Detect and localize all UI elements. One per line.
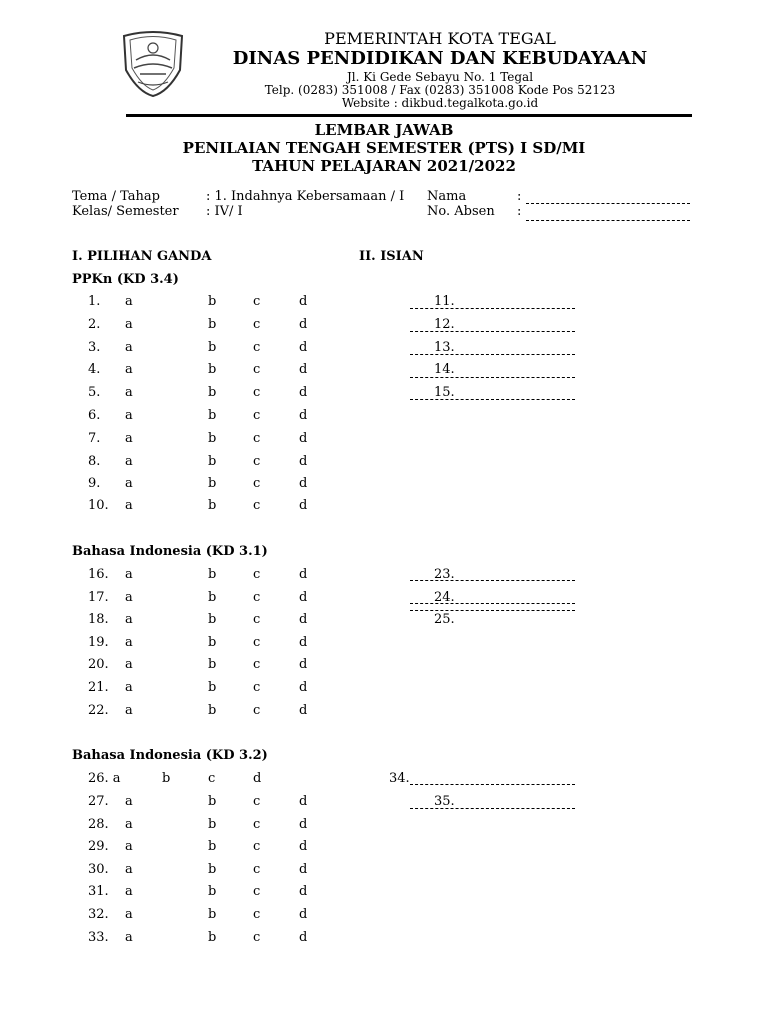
option-a[interactable]: a — [125, 930, 133, 945]
option-b[interactable]: b — [208, 794, 217, 809]
government-name: PEMERINTAH KOTA TEGAL — [324, 29, 556, 48]
option-a[interactable]: a — [125, 817, 133, 832]
option-c[interactable]: c — [253, 476, 261, 491]
option-b[interactable]: b — [208, 498, 217, 513]
option-b[interactable]: b — [208, 454, 217, 469]
option-c[interactable]: c — [253, 657, 261, 672]
option-d[interactable]: d — [299, 317, 308, 332]
option-b[interactable]: b — [208, 657, 217, 672]
option-b[interactable]: b — [208, 817, 217, 832]
option-b[interactable]: b — [208, 590, 217, 605]
option-c[interactable]: c — [253, 839, 261, 854]
option-a[interactable]: a — [125, 862, 133, 877]
option-d[interactable]: d — [299, 431, 308, 446]
option-a[interactable]: a — [125, 794, 133, 809]
nama-colon: : — [517, 189, 522, 204]
option-c[interactable]: c — [253, 794, 261, 809]
option-d[interactable]: d — [253, 771, 262, 786]
isian-answer-line[interactable] — [410, 377, 575, 378]
option-d[interactable]: d — [299, 476, 308, 491]
option-b[interactable]: b — [208, 839, 217, 854]
option-b[interactable]: b — [208, 930, 217, 945]
option-c[interactable]: c — [253, 362, 261, 377]
question-number: 20. — [88, 657, 109, 672]
option-d[interactable]: d — [299, 794, 308, 809]
option-b[interactable]: b — [208, 362, 217, 377]
isian-number: 14. — [434, 362, 455, 377]
isian-heading: II. ISIAN — [359, 249, 424, 264]
isian-number: 12. — [434, 317, 455, 332]
option-c[interactable]: c — [253, 884, 261, 899]
option-b[interactable]: b — [162, 771, 171, 786]
option-a[interactable]: a — [125, 567, 133, 582]
option-c[interactable]: c — [253, 567, 261, 582]
option-d[interactable]: d — [299, 884, 308, 899]
tema-label: Tema / Tahap — [72, 189, 160, 204]
option-d[interactable]: d — [299, 680, 308, 695]
question-number: 3. — [88, 340, 101, 355]
option-c[interactable]: c — [253, 817, 261, 832]
option-a[interactable]: a — [125, 612, 133, 627]
exam-title: PENILAIAN TENGAH SEMESTER (PTS) I SD/MI — [182, 139, 586, 157]
option-a[interactable]: a — [125, 431, 133, 446]
option-c[interactable]: c — [253, 930, 261, 945]
question-number: 1. — [88, 294, 101, 309]
option-c[interactable]: c — [253, 431, 261, 446]
option-a[interactable]: a — [125, 294, 133, 309]
option-b[interactable]: b — [208, 567, 217, 582]
option-a[interactable]: a — [125, 385, 133, 400]
option-d[interactable]: d — [299, 930, 308, 945]
question-number: 10. — [88, 498, 109, 513]
address: Jl. Ki Gede Sebayu No. 1 Tegal — [346, 70, 534, 84]
question-number: 32. — [88, 907, 109, 922]
option-d[interactable]: d — [299, 567, 308, 582]
option-a[interactable]: a — [125, 317, 133, 332]
tema-value: : 1. Indahnya Kebersamaan / I — [206, 189, 405, 204]
option-a[interactable]: a — [125, 590, 133, 605]
isian-number: 24. — [434, 590, 455, 605]
option-d[interactable]: d — [299, 294, 308, 309]
absen-field[interactable] — [526, 220, 690, 221]
header-divider — [126, 114, 692, 117]
option-d[interactable]: d — [299, 340, 308, 355]
option-b[interactable]: b — [208, 431, 217, 446]
isian-number: 15. — [434, 385, 455, 400]
question-number: 27. — [88, 794, 109, 809]
option-c[interactable]: c — [253, 408, 261, 423]
option-c[interactable]: c — [253, 862, 261, 877]
option-b[interactable]: b — [208, 340, 217, 355]
nama-field[interactable] — [526, 203, 690, 204]
bi32-heading: Bahasa Indonesia (KD 3.2) — [72, 748, 268, 763]
option-b[interactable]: b — [208, 476, 217, 491]
isian-answer-line[interactable] — [410, 610, 575, 611]
option-c[interactable]: c — [253, 635, 261, 650]
option-c[interactable]: c — [253, 454, 261, 469]
question-number: 21. — [88, 680, 109, 695]
bi31-heading: Bahasa Indonesia (KD 3.1) — [72, 544, 268, 559]
question-number: 30. — [88, 862, 109, 877]
option-c[interactable]: c — [253, 340, 261, 355]
question-number: 17. — [88, 590, 109, 605]
question-number: 6. — [88, 408, 101, 423]
question-number: 2. — [88, 317, 101, 332]
option-b[interactable]: b — [208, 680, 217, 695]
option-b[interactable]: b — [208, 408, 217, 423]
option-a[interactable]: a — [125, 476, 133, 491]
question-number: 26. a — [88, 771, 121, 786]
option-a[interactable]: a — [125, 680, 133, 695]
absen-colon: : — [517, 204, 522, 219]
option-b[interactable]: b — [208, 294, 217, 309]
question-number: 8. — [88, 454, 101, 469]
isian-number: 25. — [434, 612, 455, 627]
option-c[interactable]: c — [253, 498, 261, 513]
option-c[interactable]: c — [253, 907, 261, 922]
option-a[interactable]: a — [125, 408, 133, 423]
option-d[interactable]: d — [299, 454, 308, 469]
question-number: 28. — [88, 817, 109, 832]
question-number: 22. — [88, 703, 109, 718]
question-number: 4. — [88, 362, 101, 377]
option-c[interactable]: c — [253, 385, 261, 400]
kelas-value: : IV/ I — [206, 204, 243, 219]
isian-number: 34. — [389, 771, 410, 786]
option-b[interactable]: b — [208, 884, 217, 899]
isian-number: 11. — [434, 294, 455, 309]
option-a[interactable]: a — [125, 657, 133, 672]
option-c[interactable]: c — [253, 612, 261, 627]
ppkn-heading: PPKn (KD 3.4) — [72, 272, 179, 287]
isian-answer-line[interactable] — [410, 399, 575, 400]
isian-number: 23. — [434, 567, 455, 582]
option-a[interactable]: a — [125, 703, 133, 718]
option-b[interactable]: b — [208, 703, 217, 718]
option-c[interactable]: c — [253, 680, 261, 695]
option-b[interactable]: b — [208, 635, 217, 650]
option-d[interactable]: d — [299, 635, 308, 650]
option-c[interactable]: c — [253, 590, 261, 605]
option-a[interactable]: a — [125, 454, 133, 469]
website: Website : dikbud.tegalkota.go.id — [341, 96, 539, 110]
option-a[interactable]: a — [125, 362, 133, 377]
isian-answer-line[interactable] — [410, 308, 575, 309]
nama-label: Nama — [427, 189, 467, 204]
question-number: 33. — [88, 930, 109, 945]
option-a[interactable]: a — [125, 340, 133, 355]
option-b[interactable]: b — [208, 385, 217, 400]
question-number: 9. — [88, 476, 101, 491]
pilihan-ganda-heading: I. PILIHAN GANDA — [72, 249, 212, 264]
option-a[interactable]: a — [125, 839, 133, 854]
option-a[interactable]: a — [125, 907, 133, 922]
department-name: DINAS PENDIDIKAN DAN KEBUDAYAAN — [232, 48, 648, 69]
option-b[interactable]: b — [208, 317, 217, 332]
option-d[interactable]: d — [299, 498, 308, 513]
school-year: TAHUN PELAJARAN 2021/2022 — [252, 157, 516, 175]
option-a[interactable]: a — [125, 498, 133, 513]
option-c[interactable]: c — [253, 317, 261, 332]
absen-label: No. Absen — [427, 204, 495, 219]
option-d[interactable]: d — [299, 862, 308, 877]
option-d[interactable]: d — [299, 590, 308, 605]
isian-answer-line[interactable] — [410, 784, 575, 785]
option-d[interactable]: d — [299, 657, 308, 672]
isian-answer-line[interactable] — [410, 808, 575, 809]
question-number: 31. — [88, 884, 109, 899]
isian-number: 35. — [434, 794, 455, 809]
option-c[interactable]: c — [208, 771, 216, 786]
option-d[interactable]: d — [299, 703, 308, 718]
option-c[interactable]: c — [253, 703, 261, 718]
option-d[interactable]: d — [299, 362, 308, 377]
option-c[interactable]: c — [253, 294, 261, 309]
question-number: 5. — [88, 385, 101, 400]
kelas-label: Kelas/ Semester — [72, 204, 179, 219]
option-d[interactable]: d — [299, 839, 308, 854]
option-d[interactable]: d — [299, 907, 308, 922]
isian-answer-line[interactable] — [410, 331, 575, 332]
question-number: 7. — [88, 431, 101, 446]
kota-tegal-emblem — [118, 30, 188, 98]
option-a[interactable]: a — [125, 884, 133, 899]
sheet-title: LEMBAR JAWAB — [314, 121, 454, 139]
option-b[interactable]: b — [208, 612, 217, 627]
question-number: 29. — [88, 839, 109, 854]
option-d[interactable]: d — [299, 385, 308, 400]
phone: Telp. (0283) 351008 / Fax (0283) 351008 Kode Pos 52123 — [264, 83, 616, 97]
option-d[interactable]: d — [299, 408, 308, 423]
isian-answer-line[interactable] — [410, 603, 575, 604]
isian-answer-line[interactable] — [410, 354, 575, 355]
option-d[interactable]: d — [299, 817, 308, 832]
question-number: 16. — [88, 567, 109, 582]
option-a[interactable]: a — [125, 635, 133, 650]
question-number: 18. — [88, 612, 109, 627]
question-number: 19. — [88, 635, 109, 650]
isian-answer-line[interactable] — [410, 580, 575, 581]
option-b[interactable]: b — [208, 907, 217, 922]
option-d[interactable]: d — [299, 612, 308, 627]
isian-number: 13. — [434, 340, 455, 355]
option-b[interactable]: b — [208, 862, 217, 877]
